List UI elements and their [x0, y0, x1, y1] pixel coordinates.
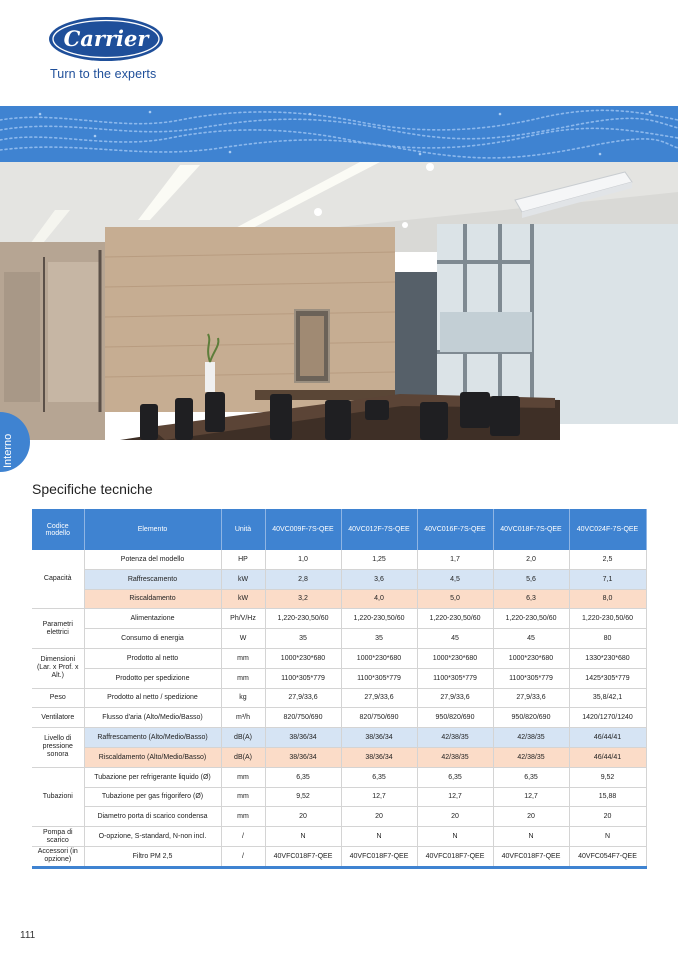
- unit-cell: W: [221, 629, 265, 649]
- item-cell: Prodotto al netto / spedizione: [84, 688, 221, 708]
- value-cell: 20: [265, 807, 341, 827]
- value-cell: N: [493, 827, 569, 847]
- unit-cell: dB(A): [221, 747, 265, 767]
- value-cell: 1000*230*680: [417, 648, 493, 668]
- table-row: [32, 846, 646, 867]
- value-cell: 820/750/690: [265, 708, 341, 728]
- group-label: Livello di pressione sonora: [32, 728, 84, 768]
- value-cell: 20: [417, 807, 493, 827]
- unit-cell: /: [221, 846, 265, 867]
- value-cell: 1,0: [265, 550, 341, 569]
- value-cell: 7,1: [569, 569, 646, 589]
- value-cell: 5,6: [493, 569, 569, 589]
- specifications-table: [32, 509, 647, 869]
- value-cell: 2,0: [493, 550, 569, 569]
- value-cell: N: [265, 827, 341, 847]
- value-cell: 45: [417, 629, 493, 649]
- value-cell: 42/38/35: [493, 728, 569, 748]
- item-cell: Raffrescamento: [84, 569, 221, 589]
- table-row: [32, 609, 646, 629]
- item-cell: Raffrescamento (Alto/Medio/Basso): [84, 728, 221, 748]
- section-side-tab-label: Interno: [2, 433, 14, 468]
- value-cell: 20: [341, 807, 417, 827]
- value-cell: 4,0: [341, 589, 417, 609]
- value-cell: 40VFC054F7-QEE: [569, 846, 646, 867]
- value-cell: 1,25: [341, 550, 417, 569]
- item-cell: Potenza del modello: [84, 550, 221, 569]
- value-cell: 40VFC018F7-QEE: [493, 846, 569, 867]
- unit-cell: kg: [221, 688, 265, 708]
- group-label: Capacità: [32, 550, 84, 609]
- value-cell: 1000*230*680: [265, 648, 341, 668]
- value-cell: 8,0: [569, 589, 646, 609]
- value-cell: 40VFC018F7-QEE: [265, 846, 341, 867]
- item-cell: Riscaldamento: [84, 589, 221, 609]
- value-cell: N: [417, 827, 493, 847]
- value-cell: 38/36/34: [265, 728, 341, 748]
- value-cell: 12,7: [341, 787, 417, 807]
- table-row: [32, 589, 646, 609]
- group-label: Parametri elettrici: [32, 609, 84, 649]
- value-cell: 820/750/690: [341, 708, 417, 728]
- page-number: 111: [20, 930, 36, 941]
- value-cell: 40VFC018F7-QEE: [341, 846, 417, 867]
- column-header: 40VC009F-7S-QEE: [265, 509, 341, 550]
- office-meeting-room-photo: [0, 162, 678, 440]
- carrier-logo-text: Carrier: [63, 26, 149, 51]
- group-label: Dimensioni (Lar. x Prof. x Alt.): [32, 648, 84, 688]
- value-cell: 20: [569, 807, 646, 827]
- value-cell: 80: [569, 629, 646, 649]
- value-cell: 27,9/33,6: [265, 688, 341, 708]
- unit-cell: Ph/V/Hz: [221, 609, 265, 629]
- value-cell: N: [569, 827, 646, 847]
- value-cell: 6,35: [341, 767, 417, 787]
- table-row: [32, 807, 646, 827]
- unit-cell: kW: [221, 589, 265, 609]
- table-row: [32, 629, 646, 649]
- column-header: Unità: [221, 509, 265, 550]
- item-cell: Consumo di energia: [84, 629, 221, 649]
- value-cell: 38/36/34: [341, 728, 417, 748]
- column-header: 40VC012F-7S-QEE: [341, 509, 417, 550]
- unit-cell: mm: [221, 668, 265, 688]
- value-cell: 42/38/35: [417, 728, 493, 748]
- value-cell: 1100*305*779: [341, 668, 417, 688]
- value-cell: 1,220-230,50/60: [417, 609, 493, 629]
- table-row: [32, 787, 646, 807]
- group-label: Ventilatore: [32, 708, 84, 728]
- unit-cell: m³/h: [221, 708, 265, 728]
- value-cell: 1100*305*779: [417, 668, 493, 688]
- value-cell: 45: [493, 629, 569, 649]
- value-cell: 1330*230*680: [569, 648, 646, 668]
- value-cell: 42/38/35: [493, 747, 569, 767]
- value-cell: 2,8: [265, 569, 341, 589]
- value-cell: 1100*305*779: [265, 668, 341, 688]
- item-cell: Flusso d'aria (Alto/Medio/Basso): [84, 708, 221, 728]
- unit-cell: kW: [221, 569, 265, 589]
- item-cell: Tubazione per gas frigorifero (Ø): [84, 787, 221, 807]
- value-cell: 27,9/33,6: [493, 688, 569, 708]
- value-cell: 1100*305*779: [493, 668, 569, 688]
- item-cell: Filtro PM 2,5: [84, 846, 221, 867]
- value-cell: 38/36/34: [341, 747, 417, 767]
- value-cell: 40VFC018F7-QEE: [417, 846, 493, 867]
- value-cell: 35,8/42,1: [569, 688, 646, 708]
- column-header: 40VC024F-7S-QEE: [569, 509, 646, 550]
- value-cell: 9,52: [569, 767, 646, 787]
- item-cell: Diametro porta di scarico condensa: [84, 807, 221, 827]
- value-cell: 1,220-230,50/60: [341, 609, 417, 629]
- item-cell: Prodotto al netto: [84, 648, 221, 668]
- unit-cell: mm: [221, 807, 265, 827]
- group-label: Accessori (in opzione): [32, 846, 84, 867]
- item-cell: Riscaldamento (Alto/Medio/Basso): [84, 747, 221, 767]
- value-cell: 5,0: [417, 589, 493, 609]
- value-cell: 46/44/41: [569, 728, 646, 748]
- value-cell: 6,35: [417, 767, 493, 787]
- value-cell: 6,3: [493, 589, 569, 609]
- item-cell: O-opzione, S-standard, N-non incl.: [84, 827, 221, 847]
- value-cell: 950/820/690: [493, 708, 569, 728]
- table-row: [32, 668, 646, 688]
- column-header: Elemento: [84, 509, 221, 550]
- group-label: Peso: [32, 688, 84, 708]
- item-cell: Alimentazione: [84, 609, 221, 629]
- value-cell: 9,52: [265, 787, 341, 807]
- carrier-logo-graphic: [48, 16, 164, 62]
- column-header: 40VC016F-7S-QEE: [417, 509, 493, 550]
- value-cell: 1420/1270/1240: [569, 708, 646, 728]
- value-cell: 1,7: [417, 550, 493, 569]
- value-cell: 42/38/35: [417, 747, 493, 767]
- value-cell: 38/36/34: [265, 747, 341, 767]
- value-cell: 2,5: [569, 550, 646, 569]
- table-row: [32, 827, 646, 847]
- value-cell: 6,35: [265, 767, 341, 787]
- value-cell: 950/820/690: [417, 708, 493, 728]
- carrier-logo: [48, 16, 164, 62]
- unit-cell: mm: [221, 648, 265, 668]
- value-cell: 4,5: [417, 569, 493, 589]
- item-cell: Prodotto per spedizione: [84, 668, 221, 688]
- column-header: 40VC018F-7S-QEE: [493, 509, 569, 550]
- value-cell: 27,9/33,6: [417, 688, 493, 708]
- value-cell: 35: [341, 629, 417, 649]
- unit-cell: mm: [221, 767, 265, 787]
- table-row: [32, 648, 646, 668]
- table-row: [32, 688, 646, 708]
- value-cell: 1000*230*680: [493, 648, 569, 668]
- decorative-wave-band: [0, 106, 678, 162]
- table-row: [32, 550, 646, 569]
- unit-cell: HP: [221, 550, 265, 569]
- table-body: [32, 550, 646, 867]
- group-label: Tubazioni: [32, 767, 84, 826]
- table-row: [32, 767, 646, 787]
- value-cell: 1000*230*680: [341, 648, 417, 668]
- column-header: Codice modello: [32, 509, 84, 550]
- section-title: Specifiche tecniche: [32, 481, 153, 497]
- value-cell: 1,220-230,50/60: [569, 609, 646, 629]
- value-cell: 12,7: [417, 787, 493, 807]
- unit-cell: dB(A): [221, 728, 265, 748]
- item-cell: Tubazione per refrigerante liquido (Ø): [84, 767, 221, 787]
- group-label: Pompa di scarico: [32, 827, 84, 847]
- value-cell: N: [341, 827, 417, 847]
- value-cell: 3,2: [265, 589, 341, 609]
- tagline: Turn to the experts: [50, 67, 157, 81]
- table-row: [32, 569, 646, 589]
- value-cell: 35: [265, 629, 341, 649]
- value-cell: 6,35: [493, 767, 569, 787]
- table-row: [32, 728, 646, 748]
- value-cell: 46/44/41: [569, 747, 646, 767]
- table-header-row: [32, 509, 646, 550]
- unit-cell: mm: [221, 787, 265, 807]
- value-cell: 20: [493, 807, 569, 827]
- value-cell: 1,220-230,50/60: [493, 609, 569, 629]
- value-cell: 15,88: [569, 787, 646, 807]
- value-cell: 1425*305*779: [569, 668, 646, 688]
- table-row: [32, 747, 646, 767]
- value-cell: 27,9/33,6: [341, 688, 417, 708]
- value-cell: 3,6: [341, 569, 417, 589]
- table-row: [32, 708, 646, 728]
- value-cell: 1,220-230,50/60: [265, 609, 341, 629]
- unit-cell: /: [221, 827, 265, 847]
- value-cell: 12,7: [493, 787, 569, 807]
